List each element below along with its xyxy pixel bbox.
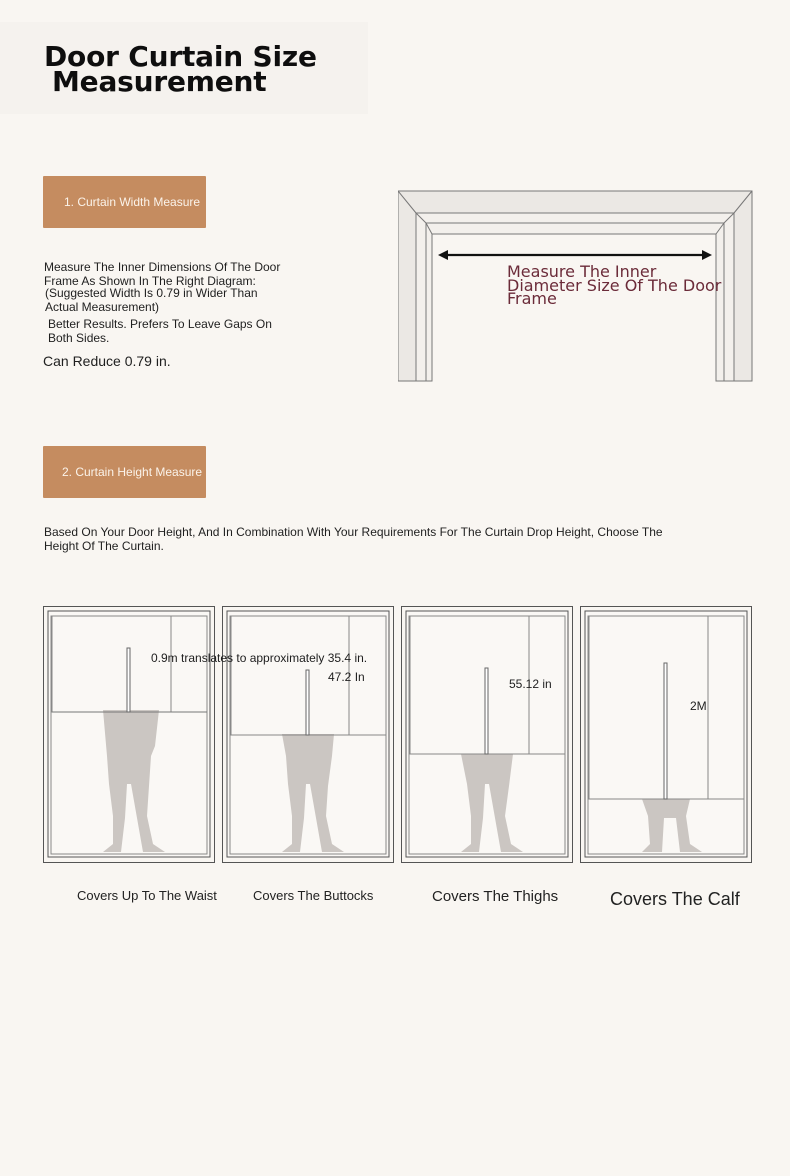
panel-calf-caption: Covers The Calf xyxy=(610,889,740,909)
panel-waist-measure: 0.9m translates to approximately 35.4 in. xyxy=(151,651,368,665)
height-section-tag: 2. Curtain Height Measure xyxy=(43,446,206,498)
measure-bar xyxy=(664,663,667,799)
panel-thighs-caption: Covers The Thighs xyxy=(432,888,559,905)
width-gap-text: Better Results. Prefers To Leave Gaps On Both Sides. xyxy=(48,317,272,345)
frame-diagram-label: Measure The Inner Diameter Size Of The Door Frame xyxy=(507,262,722,308)
page-title-line1: Door Curtain Size xyxy=(44,40,317,73)
panel-calf xyxy=(580,606,752,864)
panel-thighs xyxy=(401,606,573,864)
panel-thighs-measure: 55.12 in xyxy=(509,677,552,691)
panel-waist-caption: Covers Up To The Waist xyxy=(77,888,217,903)
page-title xyxy=(44,40,317,98)
panel-buttocks xyxy=(222,606,394,864)
width-section-tag: 1. Curtain Width Measure xyxy=(43,176,206,228)
width-reduce-text: Can Reduce 0.79 in. xyxy=(43,353,171,369)
measure-bar xyxy=(306,670,309,735)
measure-bar xyxy=(127,648,130,712)
width-arrow xyxy=(438,250,712,260)
page-title-line2: Measurement xyxy=(52,65,267,98)
panel-buttocks-caption: Covers The Buttocks xyxy=(253,888,374,903)
width-suggestion-text: (Suggested Width Is 0.79 in Wider Than Actual Measurement) xyxy=(45,286,258,314)
panel-buttocks-measure: 47.2 In xyxy=(328,670,365,684)
panel-waist xyxy=(43,606,215,864)
width-instruction-text: Measure The Inner Dimensions Of The Door Frame As Shown In The Right Diagram: xyxy=(44,260,281,288)
measure-bar xyxy=(485,668,488,754)
height-instruction-text: Based On Your Door Height, And In Combination With Your Requirements For The Curtain Drop Height, Choose The Height Of The Curtain. xyxy=(44,525,663,553)
panel-calf-measure: 2M xyxy=(690,699,707,713)
